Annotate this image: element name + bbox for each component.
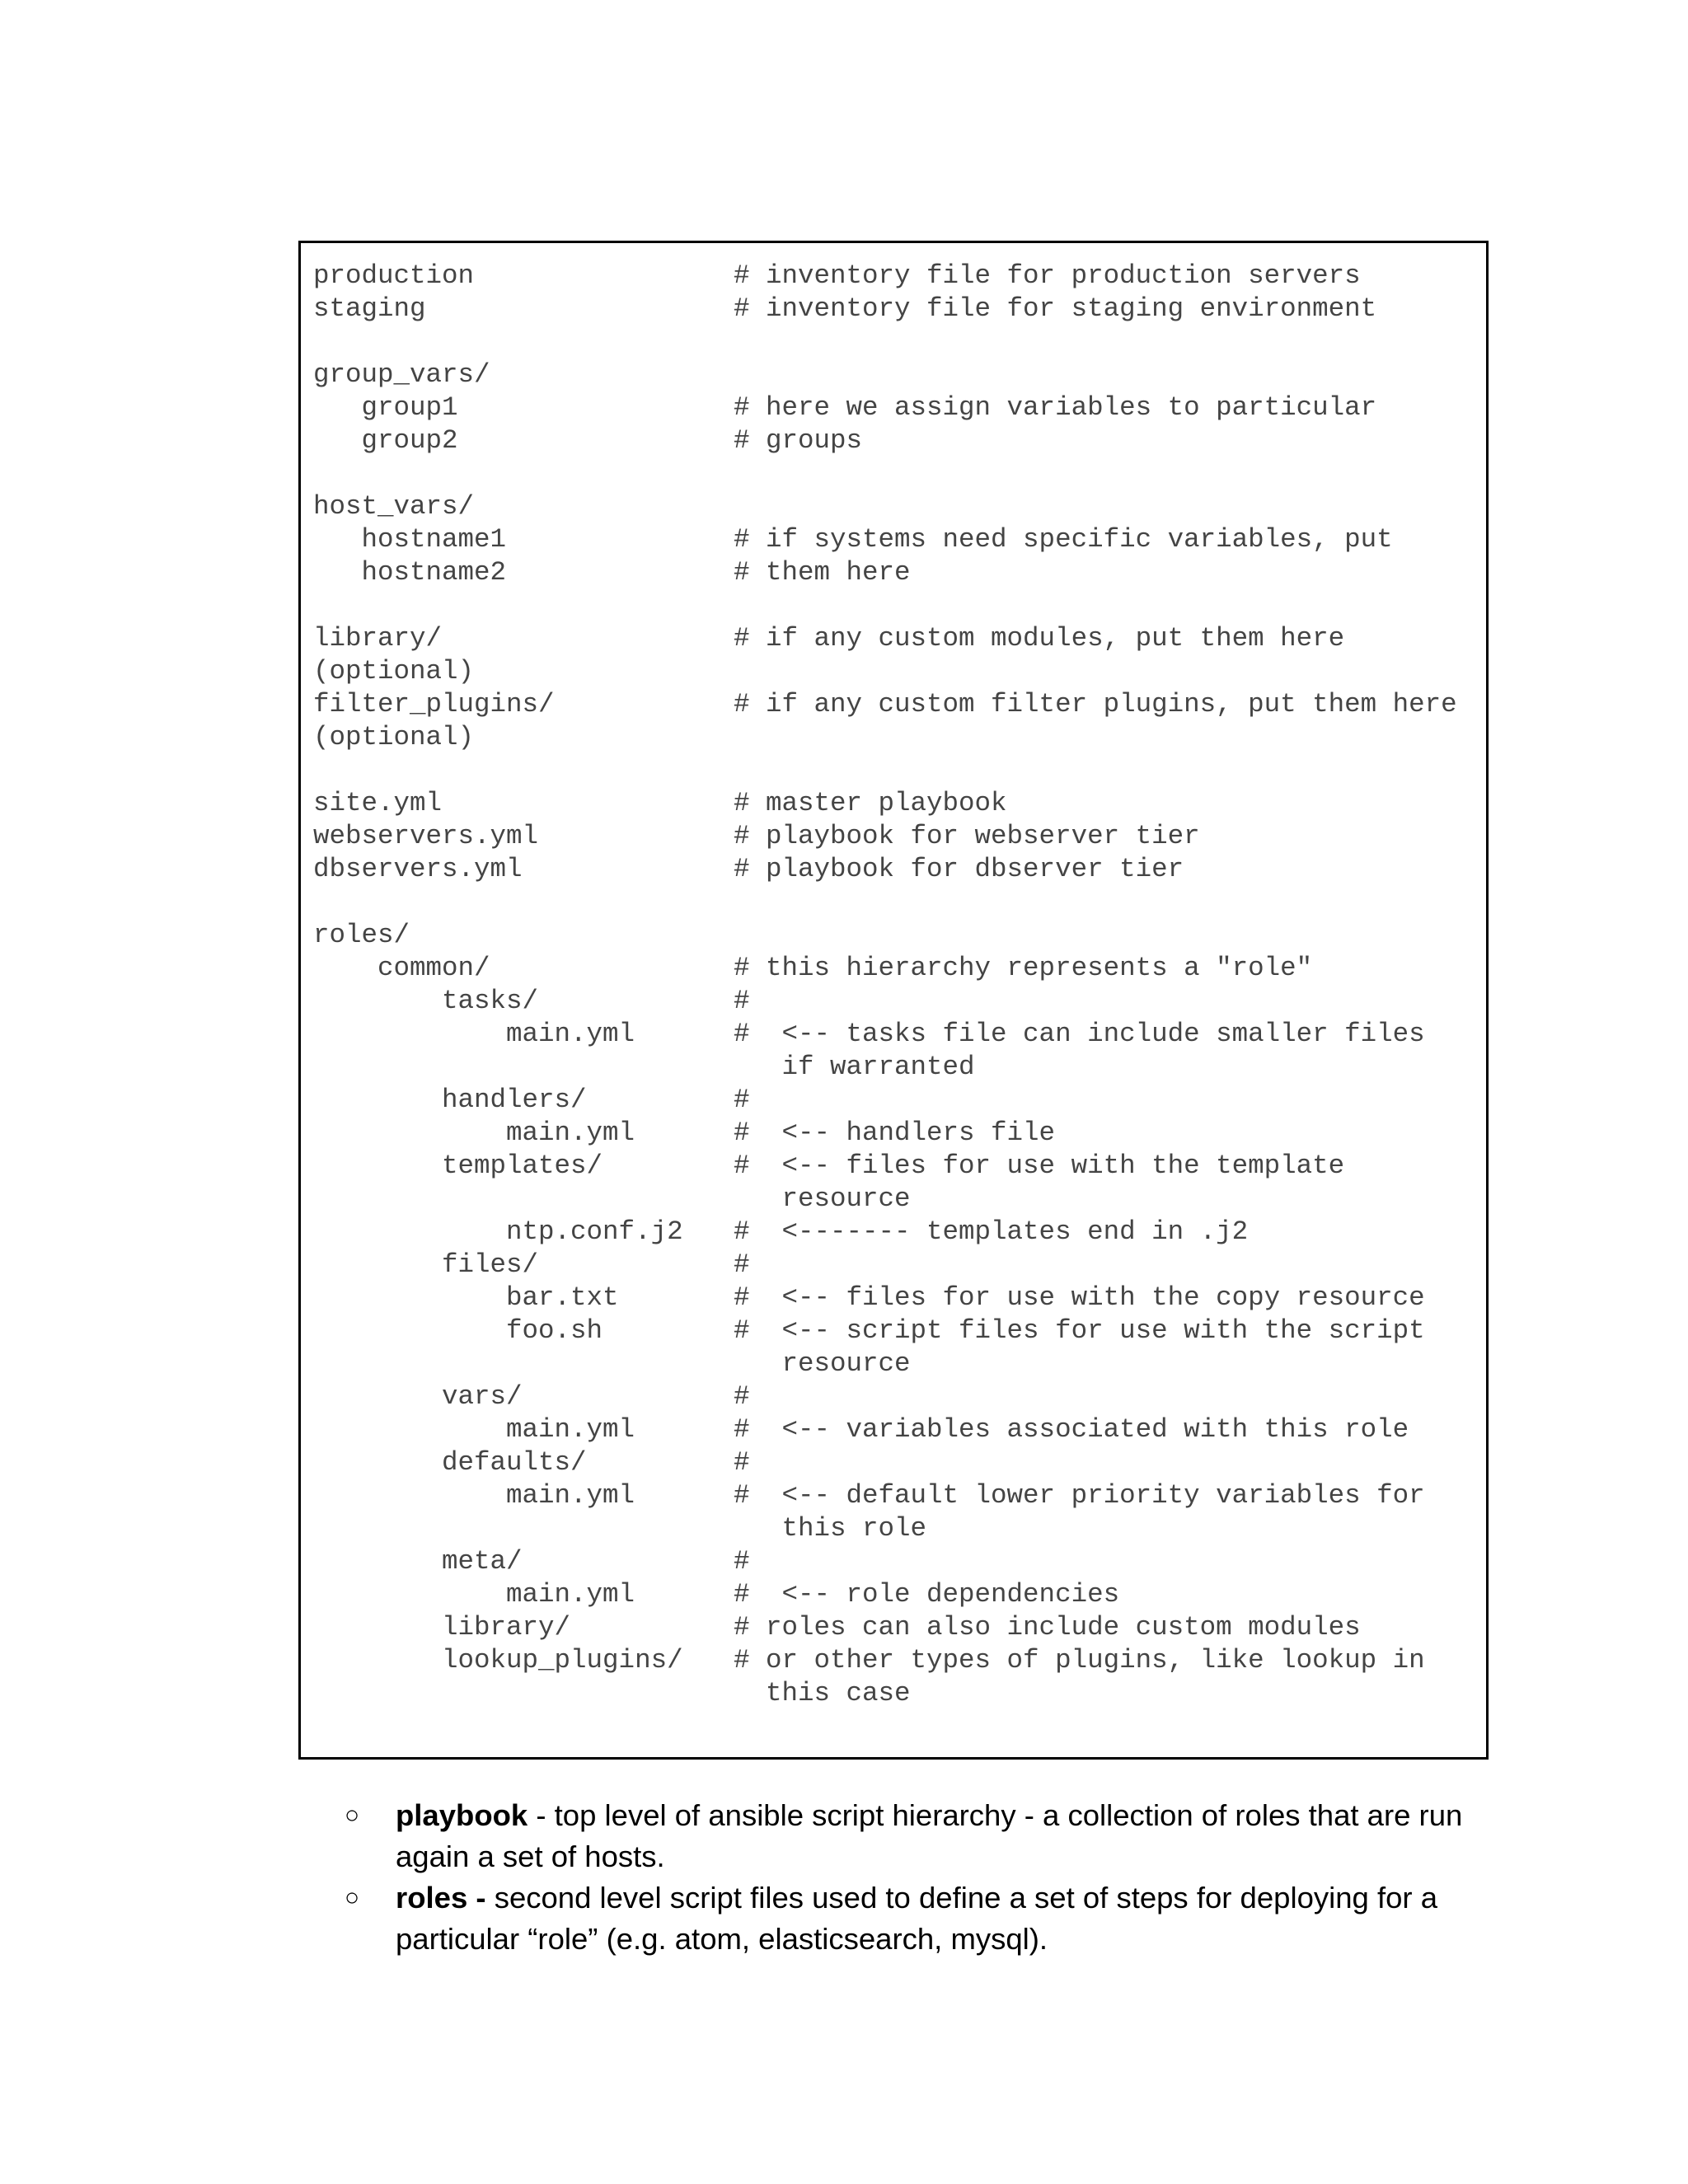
code-line — [313, 1117, 1486, 1150]
code-comment: # inventory file for staging environment — [734, 293, 1377, 324]
code-line — [313, 1677, 1486, 1710]
definition-item — [345, 1795, 1498, 1877]
code-line — [313, 490, 1486, 523]
code-line — [313, 1611, 1486, 1644]
code-path: webservers.yml — [313, 821, 539, 851]
code-line — [313, 886, 1486, 919]
code-comment: # <-- files for use with the copy resource — [734, 1282, 1425, 1313]
code-line — [313, 721, 1486, 754]
code-path: production — [313, 260, 475, 291]
code-line — [313, 1051, 1486, 1084]
code-line — [313, 326, 1486, 359]
code-line — [313, 655, 1486, 688]
code-line — [313, 985, 1486, 1018]
code-path: roles/ — [313, 920, 410, 950]
directory-layout-code-box — [298, 241, 1489, 1760]
code-line — [313, 1249, 1486, 1282]
code-line — [313, 688, 1486, 721]
code-listing — [313, 260, 1486, 1710]
code-path: (optional) — [313, 722, 475, 752]
code-comment: # master playbook — [734, 788, 1007, 818]
code-line — [313, 589, 1486, 622]
code-path: common/ — [313, 953, 490, 983]
code-comment: # <-- default lower priority variables for — [734, 1480, 1425, 1511]
code-path: host_vars/ — [313, 491, 475, 522]
code-line — [313, 1446, 1486, 1479]
definition-item — [345, 1877, 1498, 1960]
code-path: staging — [313, 293, 426, 324]
code-comment: # <-- tasks file can include smaller files — [734, 1019, 1425, 1049]
code-path: filter_plugins/ — [313, 689, 555, 719]
code-path: hostname1 — [313, 524, 507, 555]
code-comment: # — [734, 1085, 750, 1115]
code-path: vars/ — [313, 1381, 523, 1412]
code-line — [313, 1018, 1486, 1051]
code-line — [313, 1545, 1486, 1578]
code-path: main.yml — [313, 1579, 635, 1610]
code-path: meta/ — [313, 1546, 523, 1577]
code-comment: # <-- handlers file — [734, 1118, 1056, 1148]
code-comment: # playbook for webserver tier — [734, 821, 1200, 851]
code-comment: # <-- role dependencies — [734, 1579, 1120, 1610]
code-comment: resource — [734, 1348, 911, 1379]
code-comment: # if any custom filter plugins, put them here — [734, 689, 1457, 719]
code-path: main.yml — [313, 1019, 635, 1049]
code-line — [313, 853, 1486, 886]
code-line — [313, 1347, 1486, 1380]
code-path: (optional) — [313, 656, 475, 687]
code-line — [313, 1380, 1486, 1413]
code-comment: resource — [734, 1183, 911, 1214]
code-comment: # if any custom modules, put them here — [734, 623, 1345, 654]
code-line — [313, 952, 1486, 985]
code-line — [313, 1644, 1486, 1677]
code-comment: # — [734, 986, 750, 1016]
code-line — [313, 754, 1486, 787]
definition-text: second level script files used to define a set of steps for deploying for a particular “role” (e.g. atom, elasticsearch, mysql). — [396, 1881, 1438, 1956]
code-comment: # <-- script files for use with the script — [734, 1315, 1425, 1346]
definition-term: roles - — [396, 1881, 486, 1915]
code-comment: # — [734, 1447, 750, 1478]
code-comment: # playbook for dbserver tier — [734, 854, 1184, 884]
code-line — [313, 457, 1486, 490]
code-comment: # if systems need specific variables, put — [734, 524, 1393, 555]
code-path: templates/ — [313, 1151, 603, 1181]
code-path: files/ — [313, 1249, 539, 1280]
code-line — [313, 622, 1486, 655]
definition-term: playbook — [396, 1798, 528, 1832]
code-path: bar.txt — [313, 1282, 619, 1313]
code-line — [313, 1413, 1486, 1446]
code-line — [313, 1479, 1486, 1512]
code-path: foo.sh — [313, 1315, 603, 1346]
code-comment: if warranted — [734, 1052, 975, 1082]
code-path: tasks/ — [313, 986, 539, 1016]
code-path: main.yml — [313, 1118, 635, 1148]
code-line — [313, 1512, 1486, 1545]
code-line — [313, 1183, 1486, 1216]
code-comment: # inventory file for production servers — [734, 260, 1361, 291]
code-line — [313, 1150, 1486, 1183]
code-line — [313, 359, 1486, 391]
code-path: site.yml — [313, 788, 443, 818]
hollow-circle-bullet-icon: ○ — [345, 1884, 360, 1911]
code-path: lookup_plugins/ — [313, 1645, 683, 1675]
code-line — [313, 424, 1486, 457]
code-comment: # <-- variables associated with this role — [734, 1414, 1409, 1445]
code-comment: this case — [734, 1678, 911, 1708]
code-line — [313, 1216, 1486, 1249]
code-line — [313, 556, 1486, 589]
code-comment: # or other types of plugins, like lookup in — [734, 1645, 1425, 1675]
code-line — [313, 1084, 1486, 1117]
code-line — [313, 260, 1486, 293]
code-line — [313, 523, 1486, 556]
definition-list — [345, 1795, 1498, 1960]
hollow-circle-bullet-icon: ○ — [345, 1802, 360, 1829]
code-path: dbservers.yml — [313, 854, 523, 884]
code-comment: # — [734, 1249, 750, 1280]
code-path: group1 — [313, 392, 458, 423]
code-comment: # groups — [734, 425, 863, 456]
code-line — [313, 391, 1486, 424]
code-path: group_vars/ — [313, 359, 490, 390]
code-comment: # <-- files for use with the template — [734, 1151, 1345, 1181]
code-comment: # them here — [734, 557, 911, 588]
code-comment: # roles can also include custom modules — [734, 1612, 1361, 1643]
code-path: defaults/ — [313, 1447, 587, 1478]
code-path: main.yml — [313, 1480, 635, 1511]
code-line — [313, 1578, 1486, 1611]
code-path: ntp.conf.j2 — [313, 1216, 683, 1247]
code-comment: # this hierarchy represents a "role" — [734, 953, 1313, 983]
code-path: handlers/ — [313, 1085, 587, 1115]
code-line — [313, 787, 1486, 820]
code-line — [313, 1315, 1486, 1347]
code-line — [313, 820, 1486, 853]
code-path: group2 — [313, 425, 458, 456]
code-comment: # here we assign variables to particular — [734, 392, 1377, 423]
code-path: library/ — [313, 623, 443, 654]
code-line — [313, 1282, 1486, 1315]
code-line — [313, 919, 1486, 952]
code-path: main.yml — [313, 1414, 635, 1445]
code-comment: # — [734, 1546, 750, 1577]
code-path: library/ — [313, 1612, 571, 1643]
code-comment: this role — [734, 1513, 927, 1544]
code-comment: # — [734, 1381, 750, 1412]
code-line — [313, 293, 1486, 326]
definition-text: - top level of ansible script hierarchy - a collection of roles that are run again a set of hosts. — [396, 1798, 1463, 1873]
code-path: hostname2 — [313, 557, 507, 588]
code-comment: # <------- templates end in .j2 — [734, 1216, 1249, 1247]
